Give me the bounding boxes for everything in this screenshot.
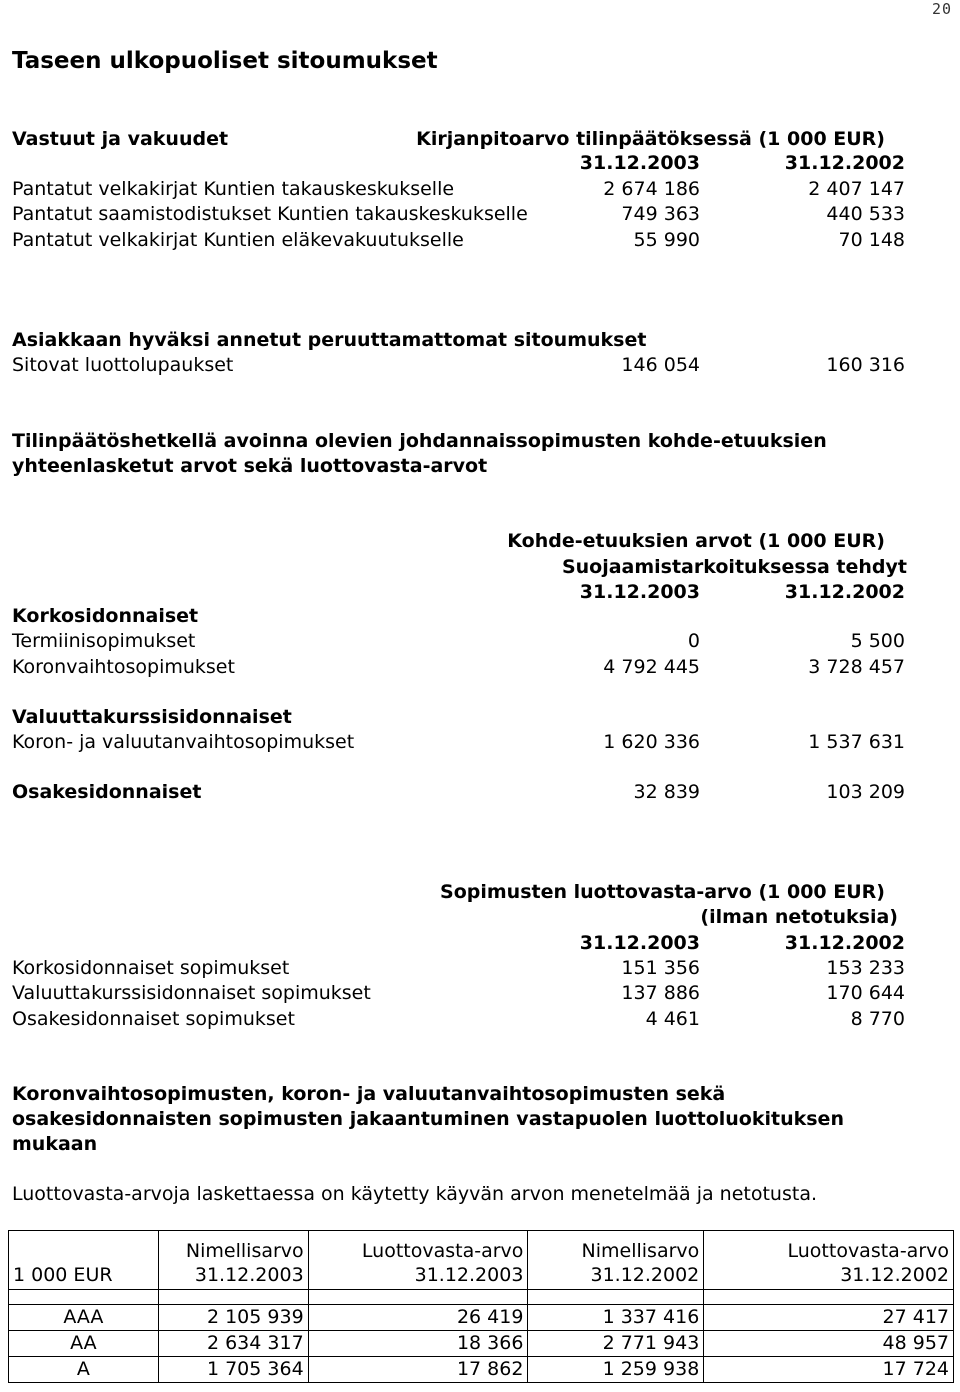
table-cell: 48 957: [704, 1331, 954, 1357]
section4-row-value: 137 886: [621, 982, 700, 1004]
section3-row-value: 1 537 631: [808, 731, 905, 753]
section3-row-label: Koron- ja valuutanvaihtosopimukset: [12, 731, 355, 753]
section4-row-value: 153 233: [826, 957, 905, 979]
rating-table: [8, 1230, 954, 1383]
section2-header: Asiakkaan hyväksi annetut peruuttamattomat sitoumukset: [12, 329, 647, 351]
section3-col-subheader: Suojaamistarkoituksessa tehdyt: [561, 556, 907, 578]
section2-row-value: 160 316: [826, 354, 905, 376]
section3-row-value: 0: [687, 630, 700, 652]
section2-row-label: Sitovat luottolupaukset: [12, 354, 234, 376]
section3-row-label: Koronvaihtosopimukset: [12, 656, 235, 678]
group-title: Korkosidonnaiset: [12, 605, 199, 627]
section3-row-value: 3 728 457: [808, 656, 905, 678]
page-title: Taseen ulkopuoliset sitoumukset: [12, 48, 438, 74]
table-cell: 2 105 939: [158, 1305, 308, 1331]
section4-col-subheader: (ilman netotuksia): [700, 906, 898, 928]
table-row: [9, 1305, 954, 1331]
section3-row-value: 1 620 336: [603, 731, 700, 753]
table-cell: 2 634 317: [158, 1331, 308, 1357]
section3-row-label: Termiinisopimukset: [12, 630, 196, 652]
section3-row-value: 32 839: [633, 781, 700, 803]
section4-row-value: 170 644: [826, 982, 905, 1004]
section1-row-label: Pantatut velkakirjat Kuntien takauskeskukselle: [12, 178, 455, 200]
section3-row-value: 4 792 445: [603, 656, 700, 678]
section4-row-value: 4 461: [645, 1008, 700, 1030]
table-cell: 18 366: [308, 1331, 528, 1357]
section1-right-header: Kirjanpitoarvo tilinpäätöksessä (1 000 EUR): [416, 128, 885, 150]
section2-row-value: 146 054: [621, 354, 700, 376]
group-title: Valuuttakurssisidonnaiset: [12, 706, 292, 728]
section1-row-value: 2 407 147: [808, 178, 905, 200]
section4-col-header: Sopimusten luottovasta-arvo (1 000 EUR): [440, 881, 885, 903]
section1-row-value: 440 533: [826, 203, 905, 225]
section1-date2: 31.12.2002: [784, 152, 905, 174]
table-cell: 26 419: [308, 1305, 528, 1331]
section1-row-value: 2 674 186: [603, 178, 700, 200]
table-header-cell: Luottovasta-arvo 31.12.2003: [308, 1231, 528, 1290]
table-cell: AA: [9, 1331, 159, 1357]
section1-row-value: 749 363: [621, 203, 700, 225]
section1-row-label: Pantatut velkakirjat Kuntien eläkevakuutukselle: [12, 229, 464, 251]
section4-date1: 31.12.2003: [579, 932, 700, 954]
table-cell: 27 417: [704, 1305, 954, 1331]
section3-heading: yhteenlasketut arvot sekä luottovasta-arvot: [12, 455, 488, 477]
section1-date1: 31.12.2003: [579, 152, 700, 174]
table-row: [9, 1357, 954, 1383]
page-number: 20: [931, 0, 952, 18]
section3-date1: 31.12.2003: [579, 581, 700, 603]
group-title: Osakesidonnaiset: [12, 781, 202, 803]
section3-col-header: Kohde-etuuksien arvot (1 000 EUR): [507, 530, 885, 552]
table-spacer-row: [9, 1290, 954, 1305]
section1-left-header: Vastuut ja vakuudet: [12, 128, 229, 150]
section1-row-value: 70 148: [838, 229, 905, 251]
table-header-cell: Luottovasta-arvo 31.12.2002: [704, 1231, 954, 1290]
section4-row-label: Korkosidonnaiset sopimukset: [12, 957, 290, 979]
section4-date2: 31.12.2002: [784, 932, 905, 954]
section3-date2: 31.12.2002: [784, 581, 905, 603]
table-cell: 17 862: [308, 1357, 528, 1383]
table-header-cell: Nimellisarvo 31.12.2003: [158, 1231, 308, 1290]
section4-row-label: Valuuttakurssisidonnaiset sopimukset: [12, 982, 371, 1004]
table-header-cell: 1 000 EUR: [9, 1231, 159, 1290]
section4-row-label: Osakesidonnaiset sopimukset: [12, 1008, 295, 1030]
section4-row-value: 8 770: [850, 1008, 905, 1030]
table-cell: AAA: [9, 1305, 159, 1331]
section1-row-label: Pantatut saamistodistukset Kuntien takauskeskukselle: [12, 203, 528, 225]
table-cell: A: [9, 1357, 159, 1383]
table-row: [9, 1331, 954, 1357]
section5-heading: mukaan: [12, 1133, 98, 1155]
table-cell: 1 705 364: [158, 1357, 308, 1383]
section4-row-value: 151 356: [621, 957, 700, 979]
section3-heading: Tilinpäätöshetkellä avoinna olevien johdannaissopimusten kohde-etuuksien: [12, 430, 827, 452]
section1-row-value: 55 990: [633, 229, 700, 251]
section5-heading: osakesidonnaisten sopimusten jakaantuminen vastapuolen luottoluokituksen: [12, 1108, 844, 1130]
table-header-cell: Nimellisarvo 31.12.2002: [528, 1231, 704, 1290]
section3-row-value: 5 500: [850, 630, 905, 652]
table-header-row: [9, 1231, 954, 1290]
section5-note: Luottovasta-arvoja laskettaessa on käytetty käyvän arvon menetelmää ja netotusta.: [12, 1183, 817, 1205]
table-cell: 2 771 943: [528, 1331, 704, 1357]
section5-heading: Koronvaihtosopimusten, koron- ja valuutanvaihtosopimusten sekä: [12, 1083, 726, 1105]
table-cell: 1 337 416: [528, 1305, 704, 1331]
table-cell: 1 259 938: [528, 1357, 704, 1383]
section3-row-value: 103 209: [826, 781, 905, 803]
table-cell: 17 724: [704, 1357, 954, 1383]
